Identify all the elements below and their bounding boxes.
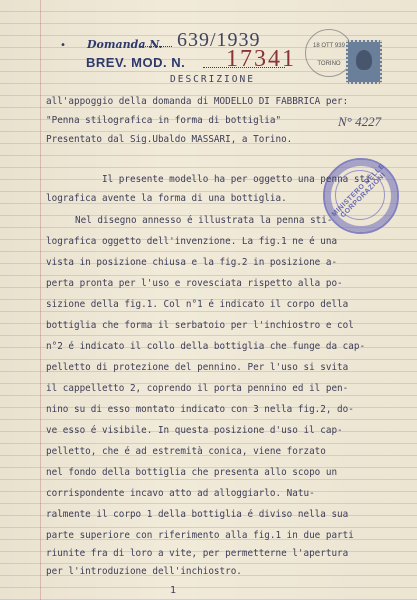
- body-line: perta pronta per l'uso e rovesciata rispetto alla po-: [46, 278, 343, 289]
- body-line: riunite fra di loro a vite, per permetterne l'apertura: [46, 548, 349, 559]
- revenue-stamp: [346, 40, 382, 84]
- body-line: bottiglia che forma il serbatoio per l'inchiostro e col: [46, 320, 354, 331]
- margin-handwritten-number: N° 4227: [338, 114, 382, 129]
- margin-rule: [40, 0, 41, 600]
- body-line: ralmente il corpo 1 della bottiglia é diviso nella sua: [46, 509, 349, 520]
- body-line: sizione della fig.1. Col n°1 é indicato il corpo della: [46, 299, 349, 310]
- domanda-dotted-line: [140, 46, 172, 47]
- postmark-city: TORINO: [317, 61, 341, 67]
- body-line: corrispondente incavo atto ad alloggiarlo. Natu-: [46, 488, 315, 499]
- ministry-round-stamp: [323, 158, 399, 234]
- brev-label: BREV. MOD. N.: [86, 55, 186, 70]
- body-line: pelletto, che é ad estremità conica, viene forzato: [46, 446, 326, 457]
- body-line: nino su di esso montato indicato con 3 nella fig.2, do-: [46, 404, 354, 415]
- body-line: ve esso é visibile. In questa posizione d'uso il cap-: [46, 425, 343, 436]
- body-line: vista in posizione chiusa e la fig.2 in posizione a-: [46, 257, 338, 268]
- postmark-date: 18 OTT 939: [313, 43, 345, 49]
- domanda-label: Domanda N.: [87, 38, 163, 51]
- stamp-text: MINISTERO DELLE CORPORAZIONI: [330, 162, 388, 220]
- intro-line: all'appoggio della domanda di MODELLO DI FABBRICA per:: [46, 96, 349, 107]
- body-line: per l'introduzione dell'inchiostro.: [46, 566, 242, 577]
- domanda-number: 639/1939: [177, 29, 261, 51]
- intro-line: Presentato dal Sig.Ubaldo MASSARI, a Torino.: [46, 134, 293, 145]
- brev-number: 17341: [226, 46, 296, 72]
- bullet-mark: •: [60, 40, 67, 51]
- body-line: n°2 é indicato il collo della bottiglia che funge da cap-: [46, 341, 366, 352]
- body-line: parte superiore con riferimento alla fig.1 in due parti: [46, 530, 354, 541]
- body-line: lografica oggetto dell'invenzione. La fig.1 ne é una: [46, 236, 338, 247]
- body-line: il cappelletto 2, coprendo il porta pennino ed il pen-: [46, 383, 349, 394]
- body-line: Il presente modello ha per oggetto una penna sti-: [102, 174, 377, 185]
- intro-line: "Penna stilografica in forma di bottiglia": [46, 115, 282, 126]
- document-title: DESCRIZIONE: [170, 74, 255, 85]
- body-line: lografica avente la forma di una bottiglia.: [46, 193, 287, 204]
- page-number: 1: [170, 585, 177, 596]
- body-line: Nel disegno annesso é illustrata la penna sti-: [75, 215, 333, 226]
- body-line: nel fondo della bottiglia che presenta allo scopo un: [46, 467, 338, 478]
- body-line: pelletto di protezione del pennino. Per l'uso si svita: [46, 362, 349, 373]
